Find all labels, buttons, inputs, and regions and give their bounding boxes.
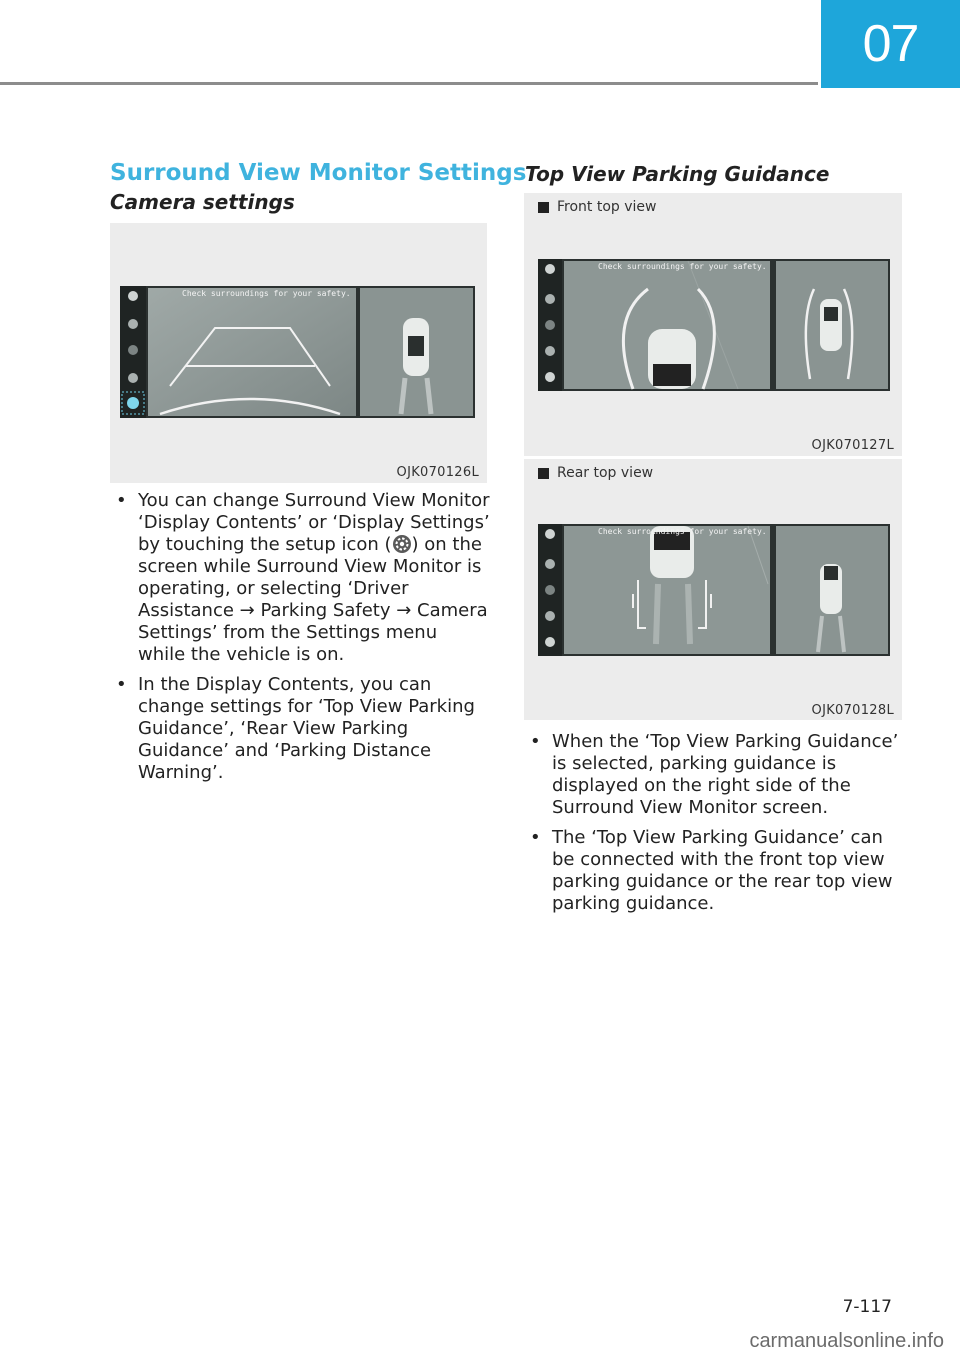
subsection-title-top-view: Top View Parking Guidance xyxy=(525,162,830,186)
subsection-title-camera-settings: Camera settings xyxy=(110,190,295,214)
figure-code: OJK070128L xyxy=(811,703,894,718)
svm-screen-image xyxy=(538,524,890,656)
screen-warning-text: Check surroundings for your safety. xyxy=(598,262,767,271)
figure-rear-top-view xyxy=(524,459,902,720)
section-title: Surround View Monitor Settings xyxy=(110,160,527,186)
bullet-text: In the Display Contents, you can change settings for ‘Top View Parking Guidance’, ‘Rear View Parking Guidance’ and ‘Parking Distance Warning’. xyxy=(138,674,475,783)
watermark: carmanualsonline.info xyxy=(749,1330,944,1352)
chapter-tab xyxy=(821,0,960,88)
figure-code: OJK070126L xyxy=(396,465,479,480)
list-item: • The ‘Top View Parking Guidance’ can be connected with the front top view parking guidance or the rear top view parking guidance. xyxy=(530,827,893,914)
bullet-text-part2: ) on the screen while Surround View Monitor is operating, or selecting ‘Driver Assistance → Parking Safety → Camera Settings’ from the Settings menu while the vehicle is on. xyxy=(138,534,488,665)
svm-screen-image xyxy=(538,259,890,391)
bullet-text-part1: You can change Surround View Monitor ‘Display Contents’ or ‘Display Settings’ by touching the setup icon ( xyxy=(138,490,490,555)
figure-code: OJK070127L xyxy=(811,438,894,453)
figure-label: Rear top view xyxy=(538,465,653,481)
square-bullet-icon xyxy=(538,202,549,213)
figure-front-top-view xyxy=(524,193,902,456)
bullet-text: The ‘Top View Parking Guidance’ can be connected with the front top view parking guidance or the rear top view parking guidance. xyxy=(552,827,893,914)
left-bullet-list xyxy=(110,490,490,792)
page-number: 7-117 xyxy=(842,1297,892,1317)
right-bullet-list xyxy=(524,731,908,923)
figure-label: Front top view xyxy=(538,199,657,215)
list-item: • You can change Surround View Monitor ‘Display Contents’ or ‘Display Settings’ by touching the setup icon ( ) on the screen while Surround View Monitor is operating, or selecting ‘Driver Assistance → Parking Safety → Camera Settings’ from the Settings menu while the vehicle is on. xyxy=(116,490,490,665)
list-item: • In the Display Contents, you can change settings for ‘Top View Parking Guidance’, ‘Rear View Parking Guidance’ and ‘Parking Distance Warning’. xyxy=(116,674,475,783)
header-rule xyxy=(0,82,818,85)
svm-screen-image xyxy=(120,286,475,418)
figure-camera-settings xyxy=(110,223,487,483)
screen-warning-text: Check surroundings for your safety. xyxy=(598,527,767,536)
list-item: • When the ‘Top View Parking Guidance’ is selected, parking guidance is displayed on the right side of the Surround View Monitor screen. xyxy=(530,731,899,818)
square-bullet-icon xyxy=(538,468,549,479)
screen-warning-text: Check surroundings for your safety. xyxy=(182,289,351,298)
bullet-text: When the ‘Top View Parking Guidance’ is selected, parking guidance is displayed on the right side of the Surround View Monitor screen. xyxy=(552,731,899,818)
chapter-number: 07 xyxy=(862,15,919,73)
setup-gear-icon xyxy=(392,534,412,554)
